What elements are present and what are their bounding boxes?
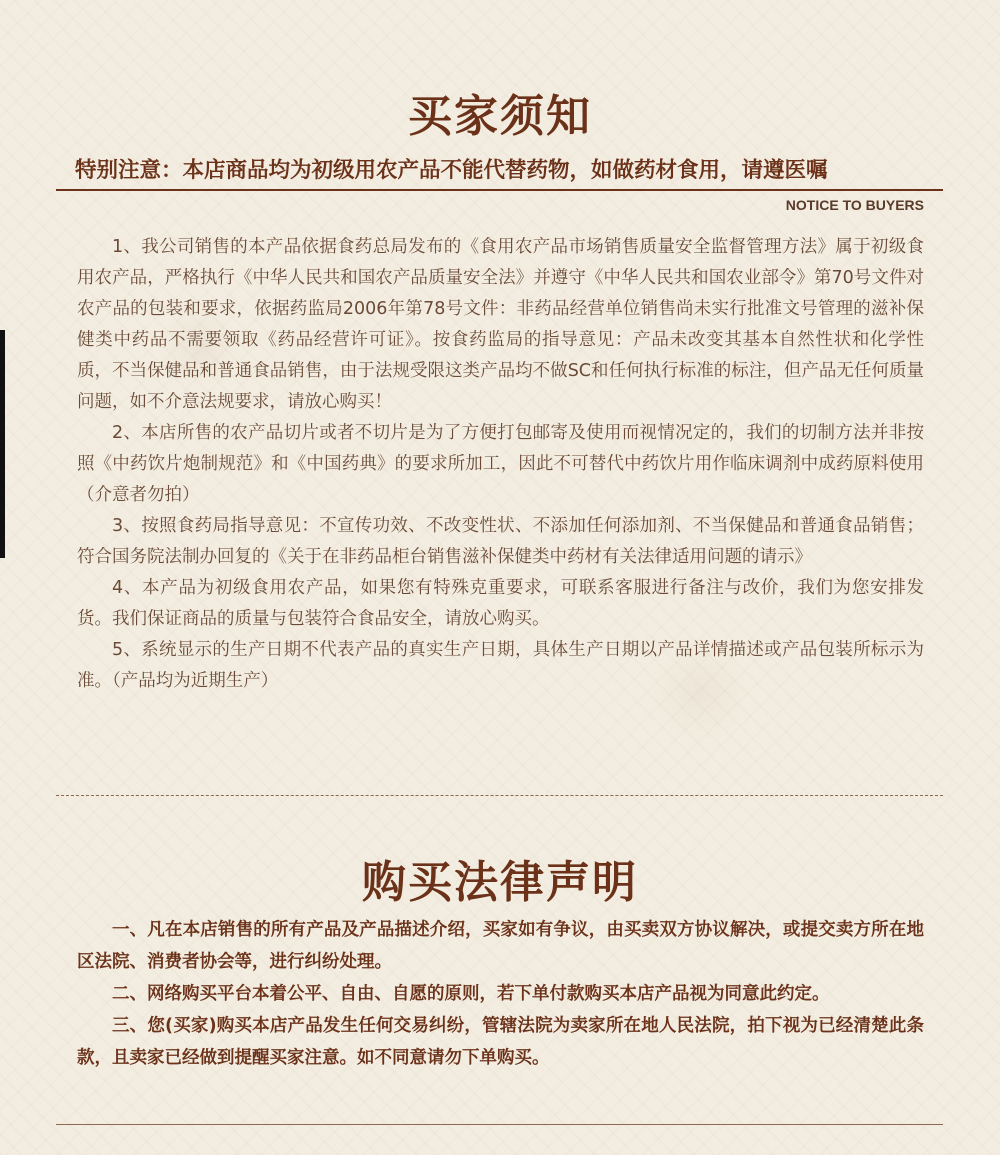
legal-paragraph: 三、您(买家)购买本店产品发生任何交易纠纷，管辖法院为卖家所在地人民法院，拍下视为已经清楚此条款，且卖家已经做到提醒买家注意。如不同意请勿下单购买。 <box>77 1016 924 1068</box>
special-notice: 特别注意：本店商品均为初级用农产品不能代替药物，如做药材食用，请遵医嘱 <box>75 158 828 183</box>
legal-statement-body <box>77 914 924 1074</box>
buyer-notice-title: 买家须知 <box>408 91 592 142</box>
buyer-notice-body <box>77 232 924 697</box>
section-divider <box>56 795 943 796</box>
buyer-notice-paragraph: 4、本产品为初级食用农产品，如果您有特殊克重要求，可联系客服进行备注与改价，我们为您安排发货。我们保证商品的质量与包装符合食品安全，请放心购买。 <box>77 578 924 629</box>
buyer-notice-paragraph: 3、按照食药局指导意见：不宣传功效、不改变性状、不添加任何添加剂、不当保健品和普通食品销售；符合国务院法制办回复的《关于在非药品柜台销售滋补保健类中药材有关法律适用问题的请示》 <box>77 516 924 567</box>
legal-paragraph: 一、凡在本店销售的所有产品及产品描述介绍，买家如有争议，由买卖双方协议解决，或提交卖方所在地区法院、消费者协会等，进行纠纷处理。 <box>77 920 924 972</box>
buyer-notice-paragraph: 2、本店所售的农产品切片或者不切片是为了方便打包邮寄及使用而视情况定的，我们的切制方法并非按照《中药饮片炮制规范》和《中国药典》的要求所加工，因此不可替代中药饮片用作临床调剂中成药原料使用（介意者勿拍） <box>77 423 924 505</box>
buyer-notice-paragraph: 1、我公司销售的本产品依据食药总局发布的《食用农产品市场销售质量安全监督管理方法》属于初级食用农产品，严格执行《中华人民共和国农产品质量安全法》并遵守《中华人民共和国农业部令》第70号文件对农产品的包装和要求，依据药监局2006年第78号文件：非药品经营单位销售尚未实行批准文号管理的滋补保健类中药品不需要领取《药品经营许可证》。按食药监局的指导意见：产品未改变其基本自然性状和化学性质，不当保健品和普通食品销售，由于法规受限这类产品均不做SC和任何执行标准的标注，但产品无任何质量问题，如不介意法规要求，请放心购买！ <box>77 237 924 412</box>
buyer-notice-paragraph: 5、系统显示的生产日期不代表产品的真实生产日期，具体生产日期以产品详情描述或产品包装所标示为准。（产品均为近期生产） <box>77 640 924 691</box>
notice-divider <box>56 189 943 191</box>
notice-english-label: NOTICE TO BUYERS <box>785 197 924 213</box>
bottom-divider <box>56 1124 943 1125</box>
legal-statement-title: 购买法律声明 <box>362 857 638 908</box>
legal-paragraph: 二、网络购买平台本着公平、自由、自愿的原则，若下单付款购买本店产品视为同意此约定。 <box>112 984 830 1004</box>
left-edge-bar <box>0 330 5 558</box>
